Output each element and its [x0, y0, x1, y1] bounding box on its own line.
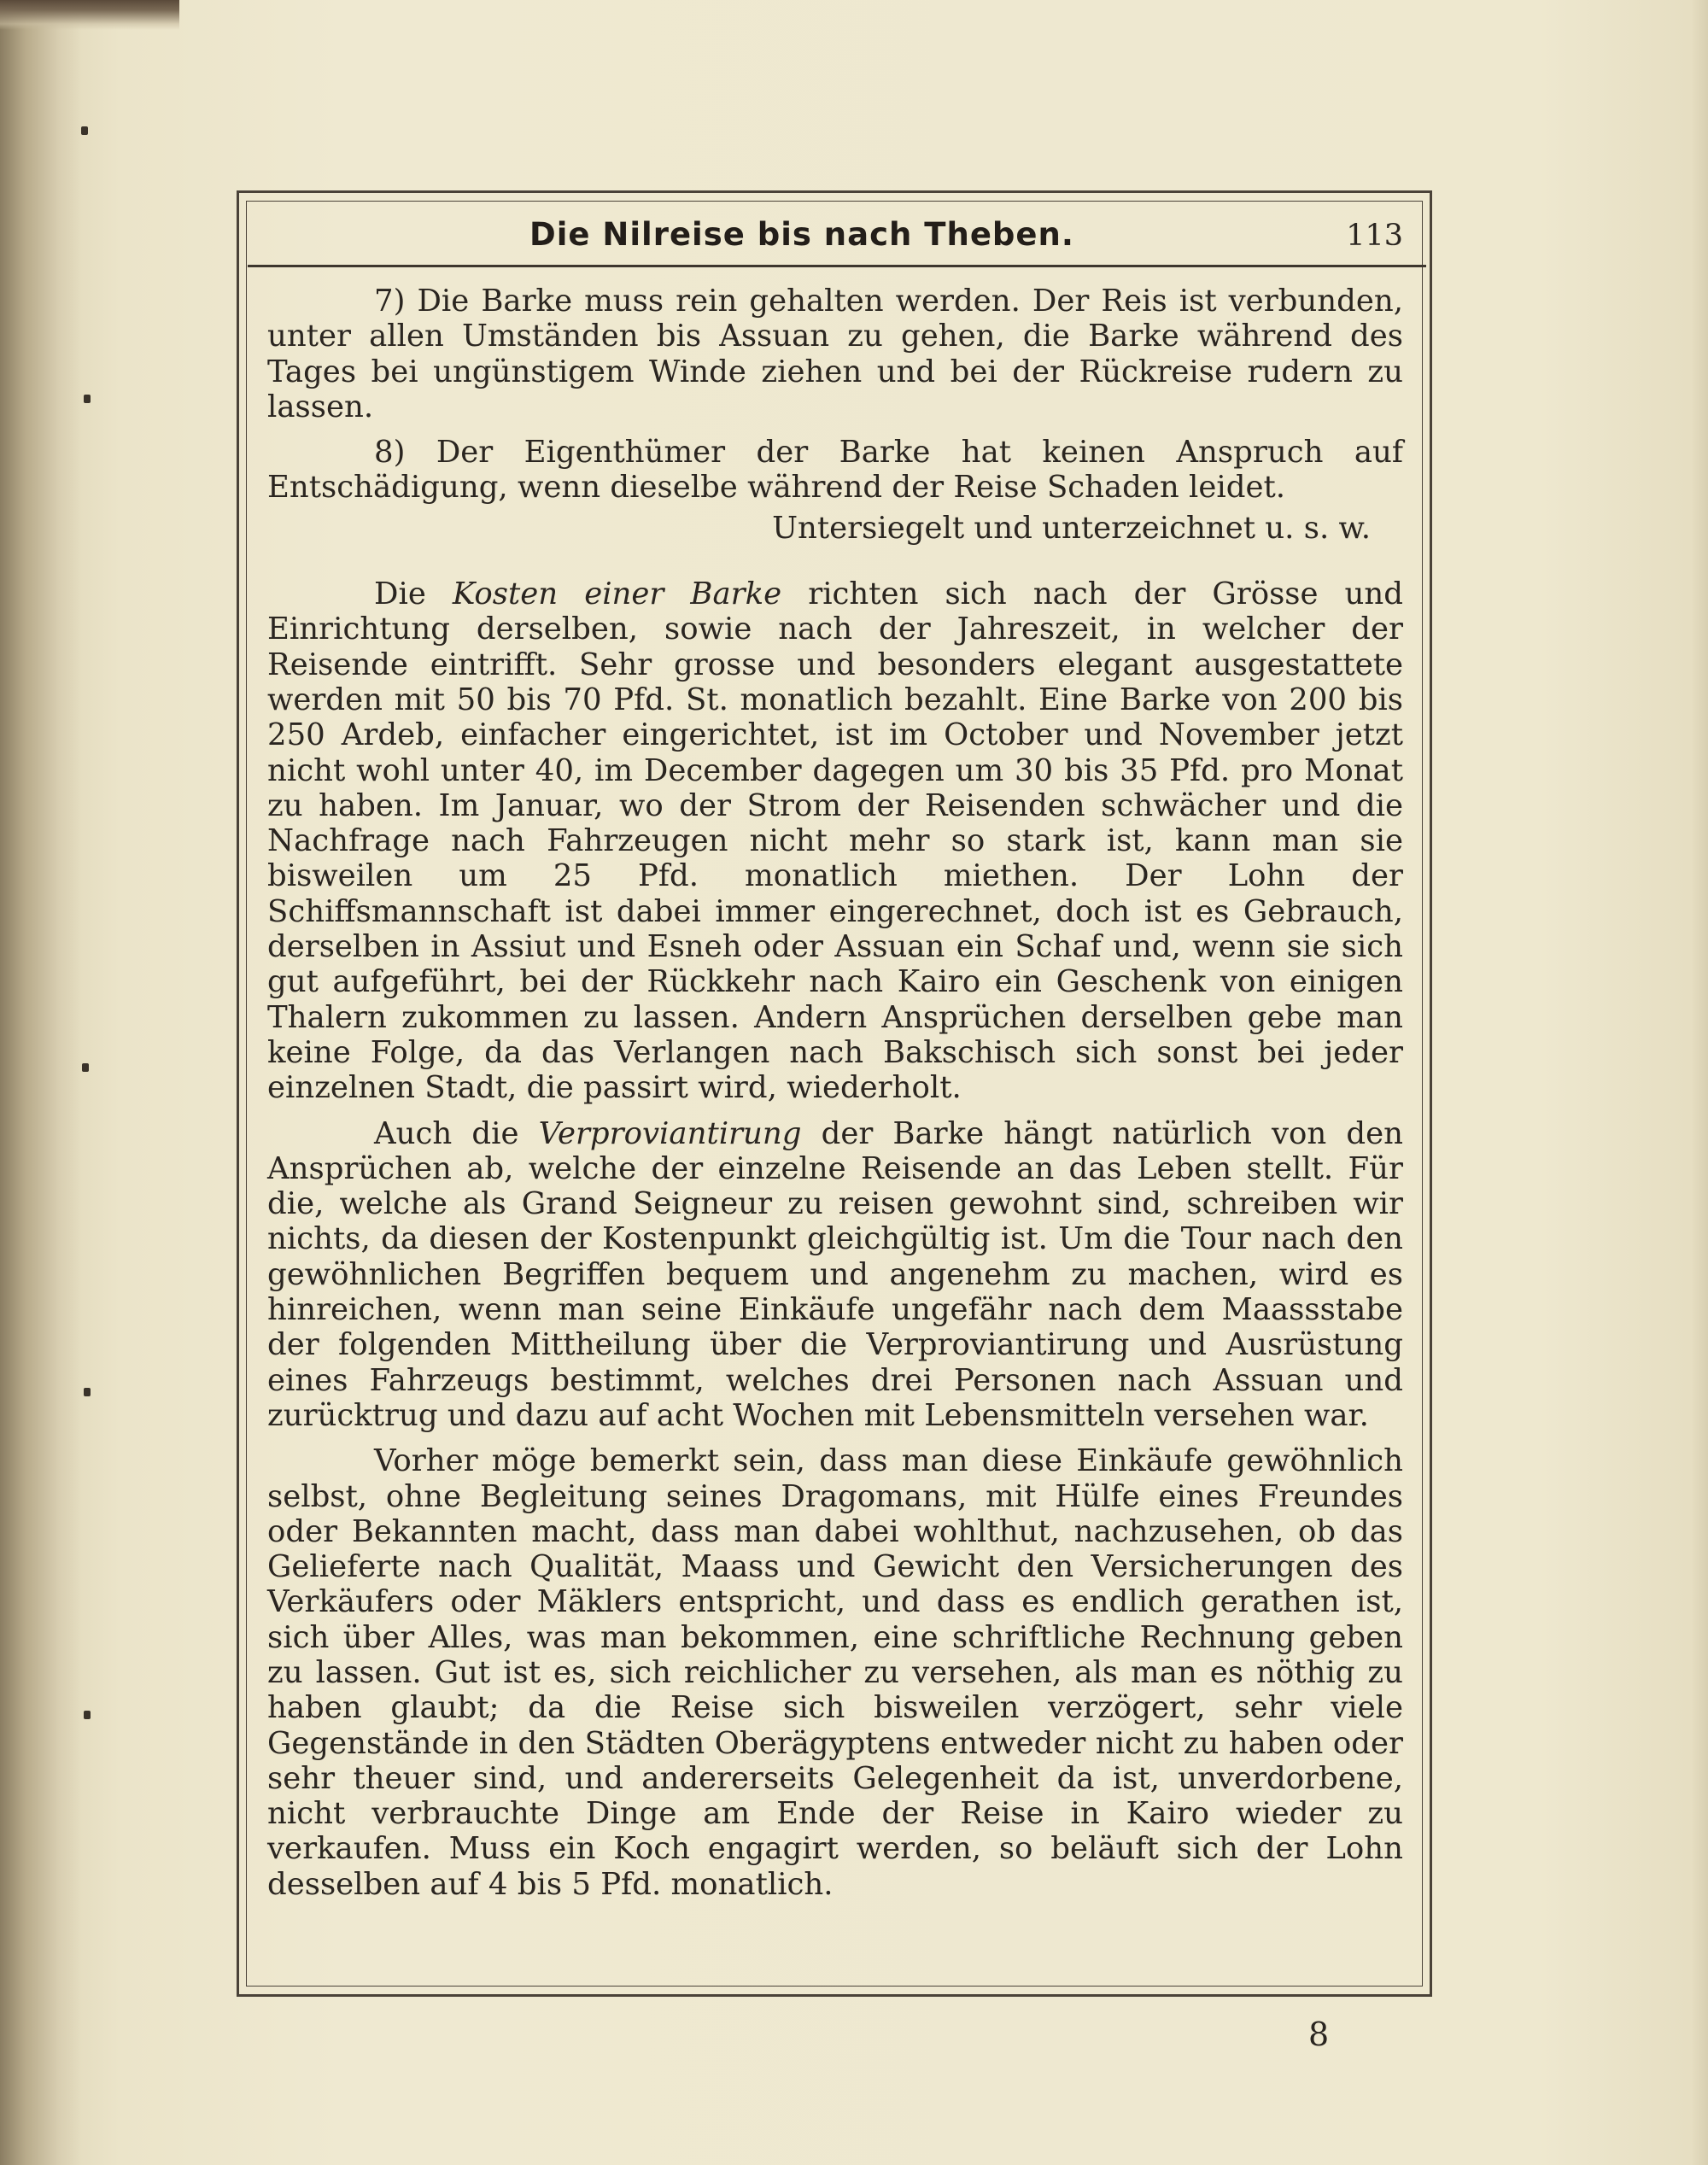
margin-mark: [81, 126, 88, 135]
paragraph-provisioning-prefix: Auch die: [374, 1115, 539, 1151]
spine-shadow: [0, 0, 81, 2165]
margin-mark: [82, 1063, 89, 1072]
paragraph-boat-costs: [267, 576, 1403, 1105]
paragraph-provisioning-text: der Barke hängt natürlich von den Ansprüchen ab, welche der einzelne Reisende an das Leben stellt. Für die, welche als Grand Seigneur zu reisen gewohnt sind, schreiben wir nichts, da diesen der Kostenpunkt gleichgültig ist. Um die Tour nach den gewöhnlichen Begriffen bequem und angenehm zu machen, wird es hinreichen, wenn man seine Einkäufe ungefähr nach dem Maassstabe der folgenden Mittheilung über die Verproviantirung und Ausrüstung eines Fahrzeugs bestimmt, welches drei Personen nach Assuan und zurücktrug und dazu auf acht Wochen mit Lebensmitteln versehen war.: [267, 1115, 1403, 1433]
page-number: 113: [1346, 219, 1403, 253]
margin-mark: [84, 395, 91, 403]
body-text: [267, 284, 1403, 1902]
signature-mark: 8: [1308, 2016, 1330, 2053]
margin-mark: [84, 1711, 91, 1719]
paragraph-provisioning-emphasis: Verproviantirung: [538, 1115, 802, 1151]
running-title: Die Nilreise bis nach Theben.: [529, 216, 1074, 253]
header-rule: [248, 265, 1426, 267]
paragraph-purchasing-advice: Vorher möge bemerkt sein, dass man diese Einkäufe gewöhnlich selbst, ohne Begleitung seines Dragomans, mit Hülfe eines Freundes oder Bekannten macht, dass man dabei wohlthut, nachzusehen, ob das Gelieferte nach Qualität, Maass und Gewicht den Versicherungen des Verkäufers oder Mäklers entspricht, und dass es endlich gerathen ist, sich über Alles, was man bekommen, eine schriftliche Rechnung geben zu lassen. Gut ist es, sich reichlicher zu versehen, als man es nöthig zu haben glaubt; da die Reise sich bisweilen verzögert, sehr viele Gegenstände in den Städten Oberägyptens entweder nicht zu haben oder sehr theuer sind, und andererseits Gelegenheit da ist, unverdorbene, nicht verbrauchte Dinge am Ende der Reise in Kairo wieder zu verkaufen. Muss ein Koch engagirt werden, so beläuft sich der Lohn desselben auf 4 bis 5 Pfd. monatlich.: [267, 1443, 1403, 1902]
contract-item-7: 7) Die Barke muss rein gehalten werden. Der Reis ist verbunden, unter allen Umständen bis Assuan zu gehen, die Barke während des Tages bei ungünstigem Winde ziehen und bei der Rückreise rudern zu lassen.: [267, 284, 1403, 424]
paragraph-provisioning: [267, 1116, 1403, 1434]
running-header: [256, 212, 1405, 263]
contract-signature-line: Untersiegelt und unterzeichnet u. s. w.: [772, 510, 1371, 546]
paragraph-boat-costs-text: richten sich nach der Grösse und Einrichtung derselben, sowie nach der Jahreszeit, in welcher der Reisende eintrifft. Sehr grosse und besonders elegant ausgestattete werden mit 50 bis 70 Pfd. St. monatlich bezahlt. Eine Barke von 200 bis 250 Ardeb, einfacher eingerichtet, ist im October und November jetzt nicht wohl unter 40, im December dagegen um 30 bis 35 Pfd. pro Monat zu haben. Im Januar, wo der Strom der Reisenden schwächer und die Nachfrage nach Fahrzeugen nicht mehr so stark ist, kann man sie bisweilen um 25 Pfd. monatlich miethen. Der Lohn der Schiffsmannschaft ist dabei immer eingerechnet, doch ist es Gebrauch, derselben in Assiut und Esneh oder Assuan ein Schaf und, wenn sie sich gut aufgeführt, bei der Rückkehr nach Kairo ein Geschenk von einigen Thalern zukommen zu lassen. Andern Ansprüchen derselben gebe man keine Folge, da das Verlangen nach Bakschisch sich sonst bei jeder einzelnen Stadt, die passirt wird, wiederholt.: [267, 576, 1403, 1106]
contract-item-8: 8) Der Eigenthümer der Barke hat keinen Anspruch auf Entschädigung, wenn dieselbe während der Reise Schaden leidet.: [267, 435, 1403, 506]
previous-page-edge: [0, 0, 179, 30]
paragraph-boat-costs-emphasis: Kosten einer Barke: [452, 576, 782, 612]
margin-mark: [84, 1388, 91, 1396]
paragraph-boat-costs-prefix: Die: [374, 576, 453, 612]
